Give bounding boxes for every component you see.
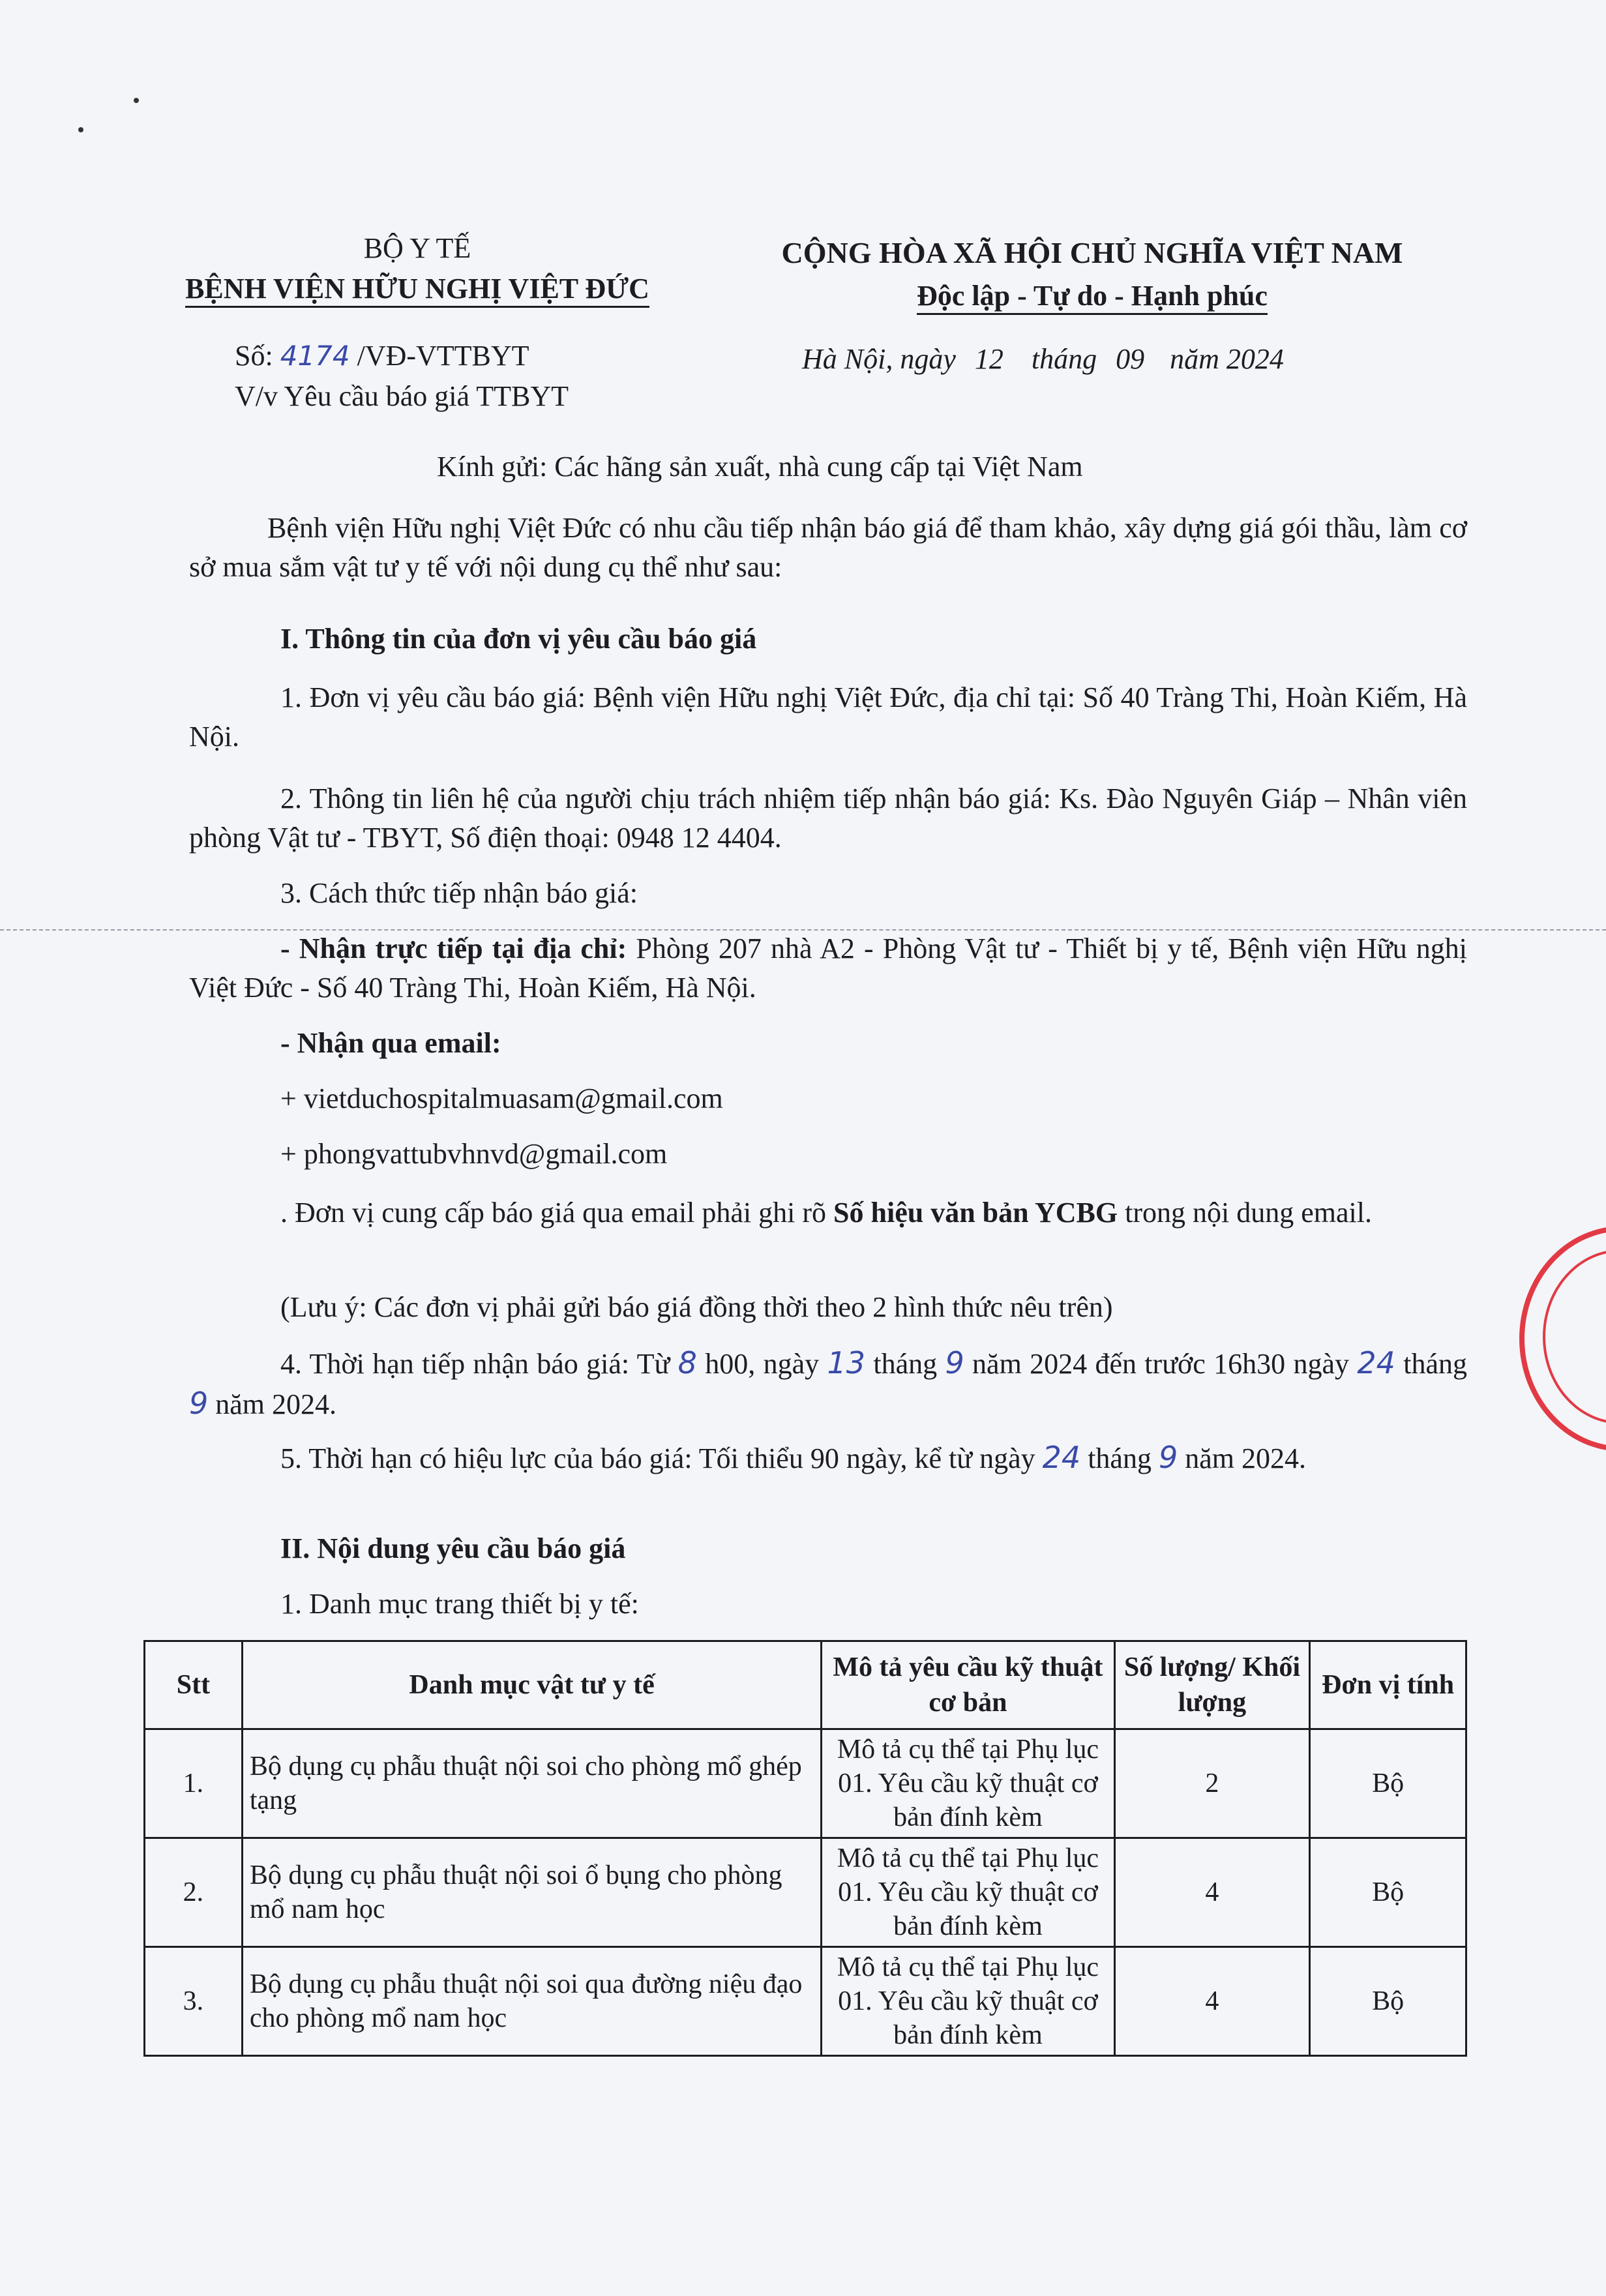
date-day: 12 [974, 343, 1004, 375]
deadline-day-handwritten: 13 [827, 1345, 866, 1380]
subject-line: V/v Yêu cầu báo giá TTBYT [235, 380, 569, 412]
deadline-text: năm 2024. [215, 1388, 337, 1420]
cell-unit: Bộ [1310, 1838, 1466, 1947]
date-month: 09 [1116, 343, 1145, 375]
issuer-block [130, 228, 704, 309]
table-row [145, 1838, 1466, 1947]
cell-stt: 2. [145, 1838, 243, 1947]
direct-label: - Nhận trực tiếp tại địa chỉ: [280, 932, 627, 964]
red-seal-inner-ring [1543, 1249, 1606, 1424]
email-address-1: + vietduchospitalmuasam@gmail.com [280, 1082, 723, 1114]
cell-unit: Bộ [1310, 1947, 1466, 2056]
hospital-name-line [130, 269, 704, 309]
ref-number-handwritten: 4174 [280, 340, 350, 372]
motto: Độc lập - Tự do - Hạnh phúc [917, 280, 1268, 315]
table-header-row [145, 1641, 1466, 1729]
cell-description: Mô tả cụ thể tại Phụ lục 01. Yêu cầu kỹ thuật cơ bản đính kèm [822, 1729, 1114, 1838]
validity-day-handwritten: 24 [1042, 1440, 1081, 1475]
date-place: Hà Nội, ngày [802, 343, 956, 375]
email-note-emphasis: Số hiệu văn bản YCBG [833, 1197, 1118, 1229]
section1-item4 [189, 1343, 1467, 1424]
table-row [145, 1729, 1466, 1838]
cell-name: Bộ dụng cụ phẫu thuật nội soi qua đường niệu đạo cho phòng mổ nam học [242, 1947, 821, 2056]
validity-text: tháng [1088, 1442, 1152, 1474]
section2-title: II. Nội dung yêu cầu báo giá [280, 1532, 626, 1564]
ref-label: Số: [235, 340, 273, 372]
cell-stt: 3. [145, 1947, 243, 2056]
reference-number [235, 336, 569, 376]
validity-text: năm 2024. [1185, 1442, 1307, 1474]
validity-month-handwritten: 9 [1158, 1440, 1178, 1475]
section2-item1: 1. Danh mục trang thiết bị y tế: [280, 1588, 639, 1620]
direct-address: Phòng 207 nhà A2 - Phòng Vật tư - Thiết bị y tế, Bệnh viện Hữu nghị Việt Đức - Số 40 Tràng Thi, Hoàn Kiếm, Hà Nội. [189, 932, 1467, 1004]
ministry-name: BỘ Y TẾ [363, 232, 471, 264]
email-label: - Nhận qua email: [280, 1027, 501, 1059]
cell-quantity: 2 [1114, 1729, 1310, 1838]
reference-block [235, 336, 569, 417]
scan-speck [78, 127, 83, 132]
validity-text: 5. Thời hạn có hiệu lực của báo giá: Tối thiểu 90 ngày, kể từ ngày [280, 1442, 1035, 1474]
deadline-hour-handwritten: 8 [677, 1345, 697, 1380]
date-month-label: tháng [1031, 343, 1097, 375]
email-note-text: . Đơn vị cung cấp báo giá qua email phải ghi rõ [280, 1197, 827, 1229]
deadline-text: h00, ngày [705, 1348, 820, 1380]
equipment-table [143, 1640, 1467, 2057]
deadline-text: 4. Thời hạn tiếp nhận báo giá: Từ [280, 1348, 670, 1380]
direct-delivery [189, 929, 1467, 1007]
red-seal-stamp [1519, 1226, 1606, 1452]
cell-name: Bộ dụng cụ phẫu thuật nội soi ổ bụng cho phòng mổ nam học [242, 1838, 821, 1947]
republic-name: CỘNG HÒA XÃ HỘI CHỦ NGHĨA VIỆT NAM [781, 236, 1403, 269]
table-row [145, 1947, 1466, 2056]
email-note-tail: trong nội dung email. [1125, 1197, 1372, 1229]
salutation: Kính gửi: Các hãng sản xuất, nhà cung cấp tại Việt Nam [437, 451, 1083, 483]
col-header-stt: Stt [145, 1641, 243, 1729]
cell-unit: Bộ [1310, 1729, 1466, 1838]
date-year-label: năm [1170, 343, 1219, 375]
cell-quantity: 4 [1114, 1838, 1310, 1947]
cell-stt: 1. [145, 1729, 243, 1838]
motto-line [717, 275, 1467, 318]
date-year: 2024 [1226, 343, 1284, 375]
col-header-description: Mô tả yêu cầu kỹ thuật cơ bản [822, 1641, 1114, 1729]
section1-title: I. Thông tin của đơn vị yêu cầu báo giá [280, 623, 757, 655]
section1-item1: 1. Đơn vị yêu cầu báo giá: Bệnh viện Hữu nghị Việt Đức, địa chỉ tại: Số 40 Tràng Thi, Hoàn Kiếm, Hà Nội. [189, 681, 1467, 753]
deadline-end-day-handwritten: 24 [1357, 1345, 1395, 1380]
deadline-text: tháng [1403, 1348, 1467, 1380]
col-header-unit: Đơn vị tính [1310, 1641, 1466, 1729]
col-header-name: Danh mục vật tư y tế [242, 1641, 821, 1729]
scan-speck [134, 98, 139, 103]
col-header-quantity: Số lượng/ Khối lượng [1114, 1641, 1310, 1729]
hospital-name: BỆNH VIỆN HỮU NGHỊ VIỆT ĐỨC [185, 273, 649, 308]
email-note [189, 1193, 1467, 1232]
deadline-text: năm 2024 đến trước 16h30 ngày [972, 1348, 1350, 1380]
intro-paragraph: Bệnh viện Hữu nghị Việt Đức có nhu cầu tiếp nhận báo giá để tham khảo, xây dựng giá gói thầu, làm cơ sở mua sắm vật tư y tế với nội dung cụ thể như sau: [189, 512, 1467, 583]
cell-description: Mô tả cụ thể tại Phụ lục 01. Yêu cầu kỹ thuật cơ bản đính kèm [822, 1838, 1114, 1947]
cell-name: Bộ dụng cụ phẫu thuật nội soi cho phòng mổ ghép tạng [242, 1729, 821, 1838]
deadline-text: tháng [873, 1348, 938, 1380]
national-header [717, 231, 1467, 318]
section1-item2: 2. Thông tin liên hệ của người chịu trách nhiệm tiếp nhận báo giá: Ks. Đào Nguyên Giáp – Nhân viên phòng Vật tư - TBYT, Số điện thoại: 0948 12 4404. [189, 783, 1467, 854]
email-address-2: + phongvattubvhnvd@gmail.com [280, 1138, 668, 1170]
section1-item3: 3. Cách thức tiếp nhận báo giá: [280, 877, 638, 909]
section1-item5 [189, 1438, 1467, 1478]
issue-date [802, 342, 1284, 376]
cell-quantity: 4 [1114, 1947, 1310, 2056]
note-line: (Lưu ý: Các đơn vị phải gửi báo giá đồng thời theo 2 hình thức nêu trên) [280, 1291, 1113, 1323]
deadline-month-handwritten: 9 [945, 1345, 964, 1380]
deadline-end-month-handwritten: 9 [189, 1386, 209, 1421]
ref-suffix: /VĐ-VTTBYT [357, 340, 529, 372]
cell-description: Mô tả cụ thể tại Phụ lục 01. Yêu cầu kỹ thuật cơ bản đính kèm [822, 1947, 1114, 2056]
